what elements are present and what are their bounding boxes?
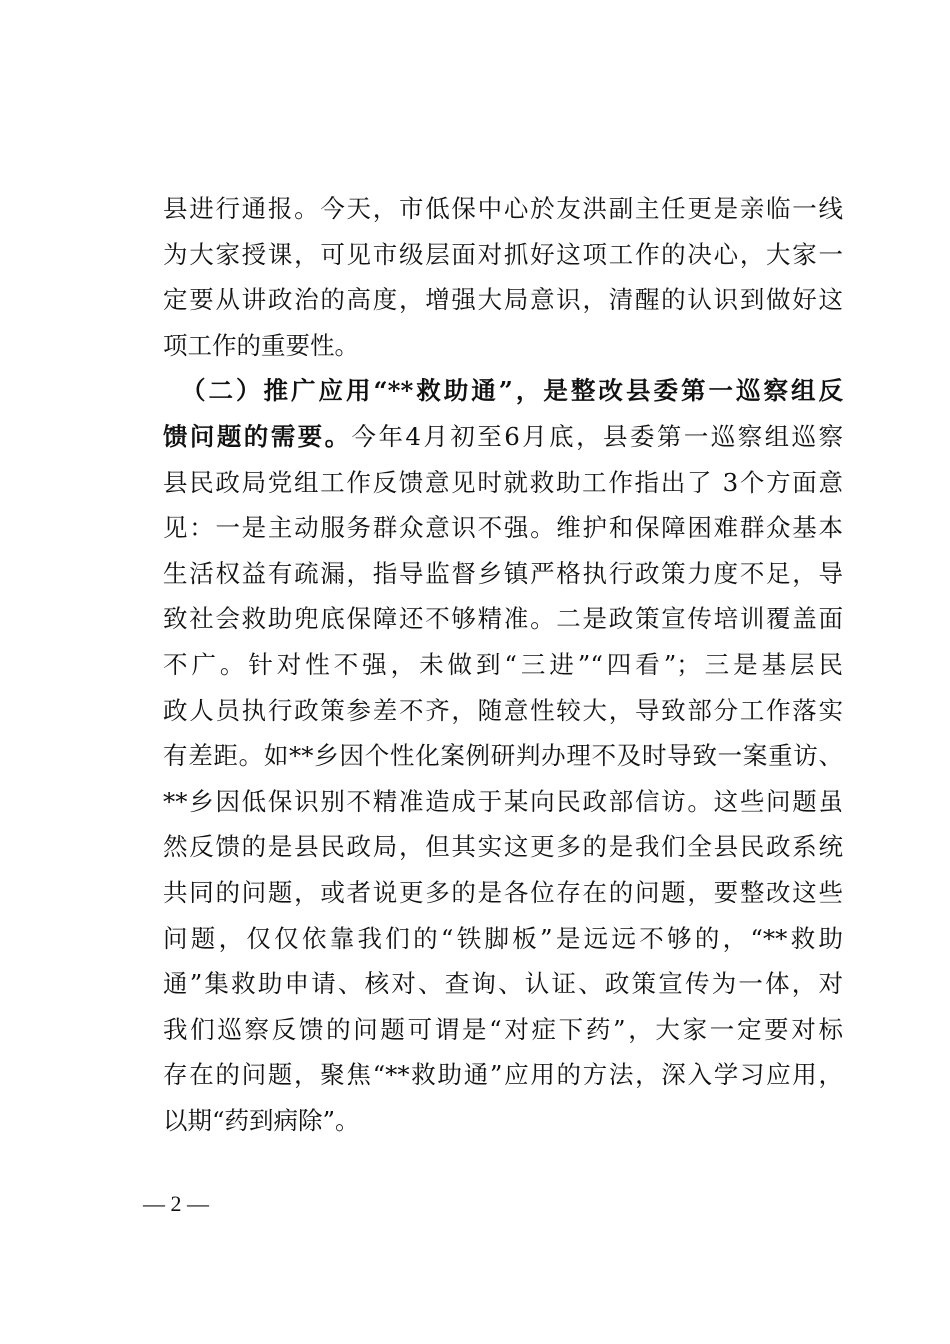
text-line: 定要从讲政治的高度，增强大局意识，清醒的认识到做好这	[163, 285, 843, 315]
text-line: 不广。针对性不强，未做到“三进”“四看”；三是基层民	[163, 649, 843, 679]
section-heading: （二）推广应用“**救助通”，是整改县委第一巡察组反	[181, 376, 843, 406]
text-line: 生活权益有疏漏，指导监督乡镇严格执行政策力度不足，导	[163, 558, 843, 588]
text-line: 项工作的重要性。	[163, 330, 359, 360]
text-line: 有差距。如**乡因个性化案例研判办理不及时导致一案重访、	[163, 741, 843, 771]
text-line: 县民政局党组工作反馈意见时就救助工作指出了 3个方面意	[163, 467, 843, 497]
text-line: 通”集救助申请、核对、查询、认证、政策宣传为一体，对	[163, 969, 843, 999]
text-line: 我们巡察反馈的问题可谓是“对症下药”，大家一定要对标	[163, 1014, 843, 1044]
page-number: — 2 —	[143, 1191, 209, 1216]
text-line: 共同的问题，或者说更多的是各位存在的问题，要整改这些	[163, 877, 843, 907]
text-line	[163, 414, 843, 460]
text-run: 今年4月初至6月底，县委第一巡察组巡察	[351, 421, 843, 451]
text-line: 致社会救助兜底保障还不够精准。二是政策宣传培训覆盖面	[163, 604, 843, 634]
text-line: 政人员执行政策参差不齐，随意性较大，导致部分工作落实	[163, 695, 843, 725]
text-line: 问题，仅仅依靠我们的“铁脚板”是远远不够的，“**救助	[163, 923, 843, 953]
text-line: 见：一是主动服务群众意识不强。维护和保障困难群众基本	[163, 513, 843, 543]
body-text	[163, 186, 843, 1143]
text-line: **乡因低保识别不精准造成于某向民政部信访。这些问题虽	[163, 786, 843, 816]
text-line: 以期“药到病除”。	[163, 1105, 360, 1135]
section-heading-tail: 馈问题的需要。	[163, 421, 352, 451]
text-line: 为大家授课，可见市级层面对抓好这项工作的决心，大家一	[163, 239, 843, 269]
text-line: 县进行通报。今天，市低保中心於友洪副主任更是亲临一线	[163, 194, 843, 223]
text-line: 存在的问题，聚焦“**救助通”应用的方法，深入学习应用，	[163, 1060, 843, 1090]
text-line: 然反馈的是县民政局，但其实这更多的是我们全县民政系统	[163, 832, 843, 862]
